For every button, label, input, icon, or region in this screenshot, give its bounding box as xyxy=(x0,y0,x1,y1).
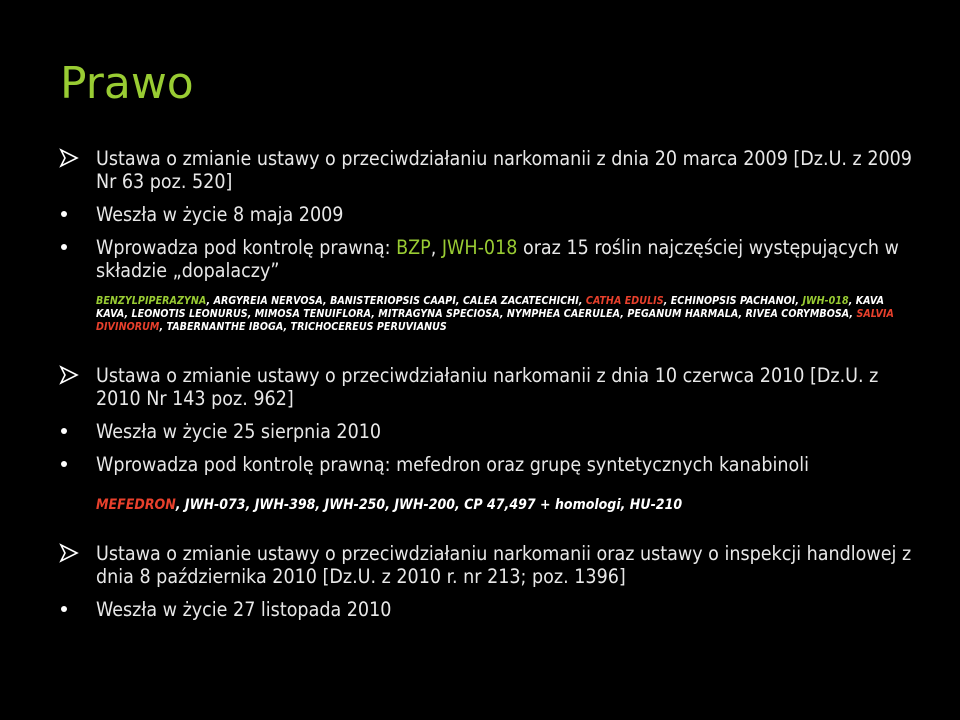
bullet-effective-3 xyxy=(56,598,916,621)
bzp-term: BZP xyxy=(396,236,431,259)
bullet-control-2 xyxy=(56,453,916,476)
bullet-effective-3-text: Weszła w życie 27 listopada 2010 xyxy=(96,598,392,621)
substance-list-2-rest: , JWH-073, JWH-398, JWH-250, JWH-200, CP 47,497 + homologi, HU-210 xyxy=(175,497,683,513)
law-heading-1 xyxy=(56,147,916,193)
dot-bullet-icon xyxy=(61,606,67,612)
substance-item: JWH-018 xyxy=(802,295,849,307)
mefedron-term: MEFEDRON xyxy=(96,497,176,513)
bullet-control-1-pre: Wprowadza pod kontrolę prawną: xyxy=(96,236,397,259)
law-heading-3 xyxy=(56,542,916,588)
substance-item: , KAVA KAVA, LEONOTIS LEONURUS, MIMOSA TENUIFLORA, MITRAGYNA SPECIOSA, NYMPHEA CAERULEA, PEGANUM HARMALA, RIVEA CORYMBOSA, xyxy=(96,295,885,320)
law-heading-2-text: Ustawa o zmianie ustawy o przeciwdziałaniu narkomanii z dnia 10 czerwca 2010 [Dz.U. z 2010 Nr 143 poz. 962] xyxy=(96,364,879,410)
bullet-control-1 xyxy=(56,236,916,282)
bullet-control-2-text: Wprowadza pod kontrolę prawną: mefedron oraz grupę syntetycznych kanabinoli xyxy=(96,453,810,476)
dot-bullet-icon xyxy=(61,244,67,250)
bullet-control-1-post: oraz 15 roślin najczęściej występujących w składzie „dopalaczy” xyxy=(96,236,899,282)
bullet-control-1-comma: , xyxy=(430,236,442,259)
bullet-effective-1-text: Weszła w życie 8 maja 2009 xyxy=(96,203,344,226)
slide-content xyxy=(56,147,916,621)
dot-bullet-icon xyxy=(61,461,67,467)
substance-item: CATHA EDULIS xyxy=(585,295,664,307)
bullet-effective-2 xyxy=(56,420,916,443)
substance-list-2 xyxy=(56,496,916,514)
arrowhead-bullet-icon xyxy=(58,364,82,387)
substance-item: SALVIA DIVINORUM xyxy=(96,308,894,333)
bullet-effective-1 xyxy=(56,203,916,226)
arrowhead-bullet-icon xyxy=(58,147,82,170)
substance-item: , ARGYREIA NERVOSA, BANISTERIOPSIS CAAPI, CALEA ZACATECHICHI, xyxy=(206,295,586,307)
substance-item: , TABERNANTHE IBOGA, TRICHOCEREUS PERUVIANUS xyxy=(159,321,447,333)
jwh018-term: JWH-018 xyxy=(441,236,518,259)
bullet-effective-2-text: Weszła w życie 25 sierpnia 2010 xyxy=(96,420,382,443)
law-heading-3-text: Ustawa o zmianie ustawy o przeciwdziałaniu narkomanii oraz ustawy o inspekcji handlowej z dnia 8 października 2010 [Dz.U. z 2010 r. nr 213; poz. 1396] xyxy=(96,542,912,588)
dot-bullet-icon xyxy=(61,211,67,217)
dot-bullet-icon xyxy=(61,428,67,434)
slide-title: Prawo xyxy=(60,58,194,109)
substance-item: BENZYLPIPERAZYNA xyxy=(96,295,207,307)
law-heading-2 xyxy=(56,364,916,410)
arrowhead-bullet-icon xyxy=(58,542,82,565)
substance-list-1 xyxy=(56,295,916,334)
substance-item: , ECHINOPSIS PACHANOI, xyxy=(663,295,803,307)
law-heading-1-text: Ustawa o zmianie ustawy o przeciwdziałaniu narkomanii z dnia 20 marca 2009 [Dz.U. z 2009 Nr 63 poz. 520] xyxy=(96,147,912,193)
